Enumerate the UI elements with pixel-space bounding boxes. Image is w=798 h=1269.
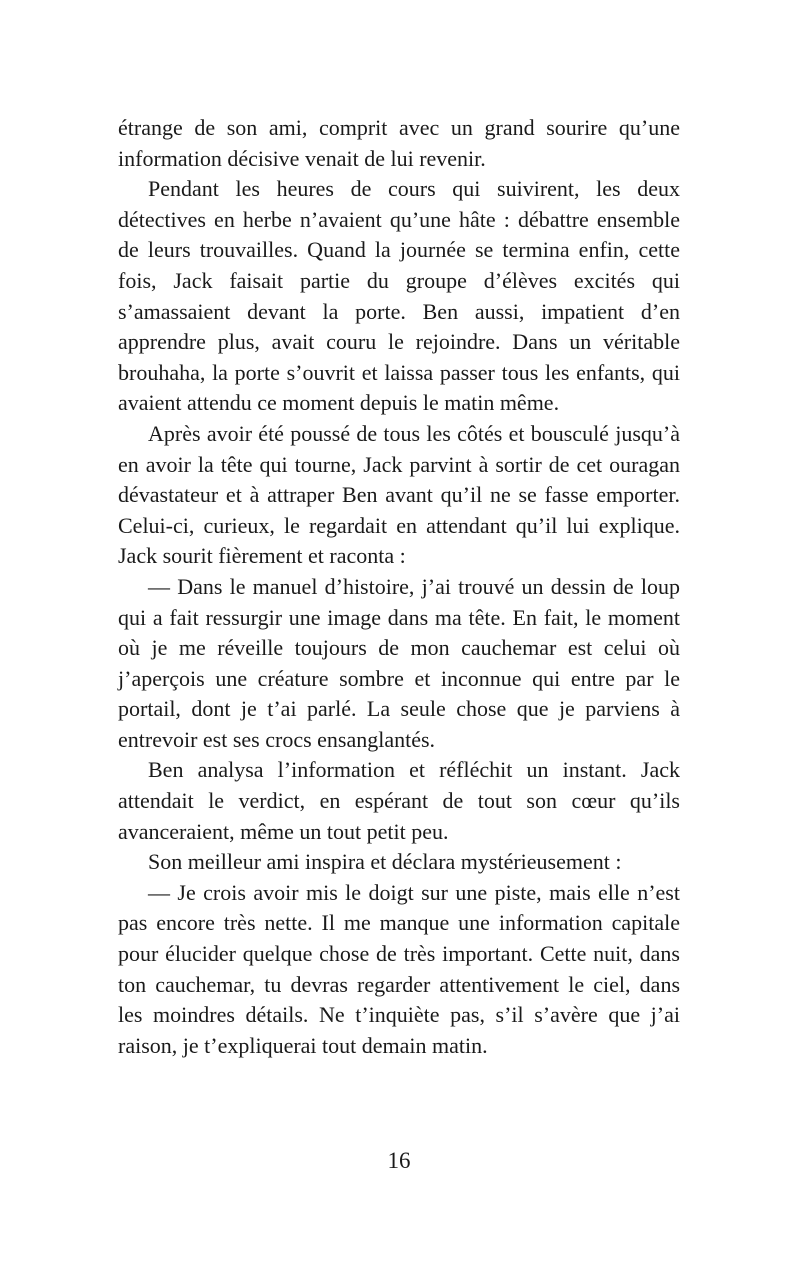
- paragraph-6: Son meilleur ami inspira et déclara mystérieusement :: [148, 849, 622, 875]
- paragraph-3: Après avoir été poussé de tous les côtés et bousculé jusqu’à en avoir la tête qui tourne, Jack parvint à sortir de cet ouragan dévastateur et à attraper Ben avant qu’il ne se fasse emporter. Celui-ci, curieux, le regardait en attendant qu’il lui explique. Jack sourit fièrement et raconta :: [118, 420, 680, 569]
- paragraph-2: Pendant les heures de cours qui suivirent, les deux détectives en herbe n’avaient qu’une hâte : débattre ensemble de leurs trouvailles. Quand la journée se termina enfin, cette fois, Jack faisait partie du groupe d’élèves excités qui s’amassaient devant la porte. Ben aussi, impatient d’en apprendre plus, avait couru le rejoindre. Dans un véritable brouhaha, la porte s’ouvrit et laissa passer tous les enfants, qui avaient attendu ce moment depuis le matin même.: [118, 176, 680, 416]
- paragraph-7-dialogue: — Je crois avoir mis le doigt sur une piste, mais elle n’est pas encore très nette. Il me manque une information capitale pour élucider quelque chose de très important. Cette nuit, dans ton cauchemar, tu devras regarder attentivement le ciel, dans les moindres détails. Ne t’inquiète pas, s’il s’avère que j’ai raison, je t’expliquerai tout demain matin.: [118, 879, 680, 1058]
- paragraph-1: étrange de son ami, comprit avec un grand sourire qu’une information décisive venait de lui revenir.: [118, 115, 680, 171]
- paragraph-4-dialogue: — Dans le manuel d’histoire, j’ai trouvé un dessin de loup qui a fait ressurgir une image dans ma tête. En fait, le moment où je me réveille toujours de mon cauchemar est celui où j’aperçois une créature sombre et inconnue qui entre par le portail, dont je t’ai parlé. La seule chose que je parviens à entrevoir est ses crocs ensanglantés.: [118, 573, 680, 752]
- page-body: [118, 113, 680, 1061]
- paragraph-5: Ben analysa l’information et réfléchit un instant. Jack attendait le verdict, en espérant de tout son cœur qu’ils avanceraient, même un tout petit peu.: [118, 757, 680, 844]
- page-number: 16: [387, 1148, 411, 1173]
